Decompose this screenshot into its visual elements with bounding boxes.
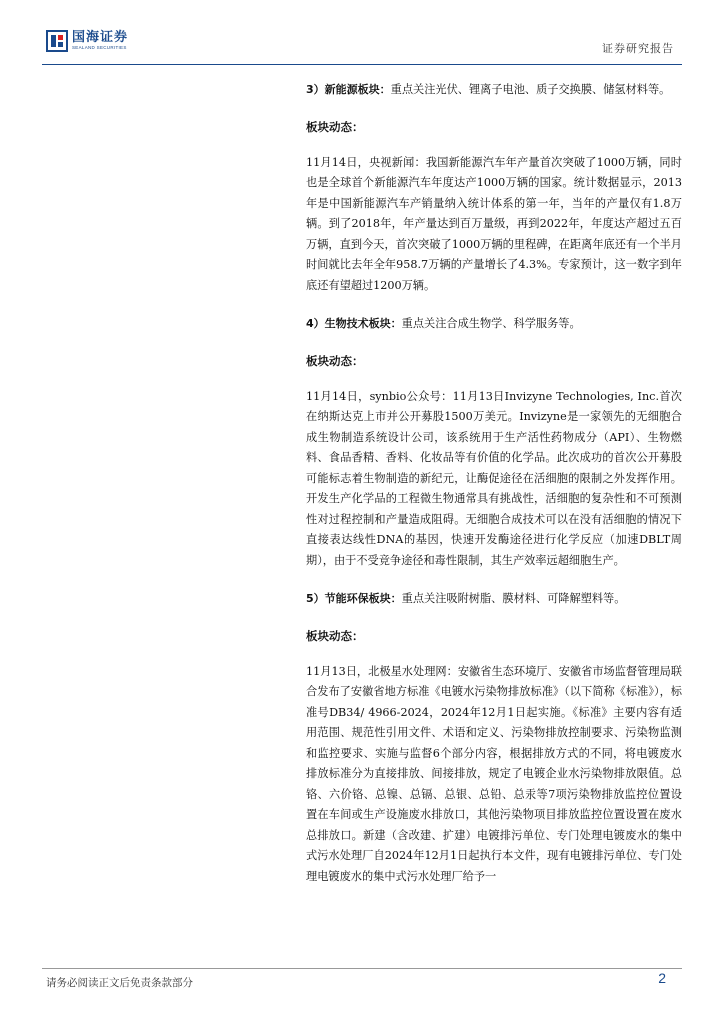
section-lead: 4）生物技术板块： [306, 317, 402, 330]
page-header [42, 26, 682, 64]
section-heading-environmental [306, 589, 682, 610]
dynamic-label: 板块动态： [306, 628, 364, 643]
section-lead-text: 重点关注合成生物学、科学服务等。 [401, 317, 581, 330]
company-logo [46, 30, 128, 52]
section-body-new-energy: 11月14日，央视新闻：我国新能源汽车年产量首次突破了1000万辆，同时也是全球首个新能源汽车年度达产1000万辆的国家。统计数据显示，2013年是中国新能源汽车产销量纳入统计体系的第一年，当年的产量仅有1.8万辆。到了2018年，年产量达到百万量级，再到2022年，年度达产超过五百万辆，直到今天，首次突破了1000万辆的里程碑，在距离年底还有一个半月时间就比去年全年958.7万辆的产量增长了4.3%。专家预计，这一数字到年底还有望超过1200万辆。 [306, 155, 682, 292]
dynamic-label: 板块动态： [306, 119, 364, 134]
section-heading-biotech [306, 314, 682, 335]
section-lead: 3）新能源板块： [306, 83, 391, 96]
main-content [306, 80, 682, 887]
section-lead-text: 重点关注光伏、锂离子电池、质子交换膜、储氢材料等。 [390, 83, 671, 96]
logo-chinese-name: 国海证券 [72, 30, 129, 46]
header-divider [42, 64, 682, 65]
section-heading-new-energy [306, 80, 682, 101]
disclaimer-note: 请务必阅读正文后免责条款部分 [46, 977, 193, 989]
sealand-logo-icon [46, 30, 68, 52]
footer-divider [42, 968, 682, 969]
section-body-biotech: 11月14日，synbio公众号：11月13日Invizyne Technologies, Inc.首次在纳斯达克上市并公开募股1500万美元。Invizyne是一家领先的无细胞合成生物制造系统设计公司，该系统用于生产活性药物成分（API）、生物燃料、食品香精、香料、化妆品等有价值的化学品。此次成功的首次公开募股可能标志着生物制造的新纪元，让酶促途径在活细胞的限制之外发挥作用。开发生产化学品的工程微生物通常具有挑战性，活细胞的复杂性和不可预测性对过程控制和产量造成阻碍。无细胞合成技术可以在没有活细胞的情况下直接表达线性DNA的基因，快速开发酶途径进行化学反应（加速DBLT周期），由于不受竞争途径和毒性限制，其生产效率远超细胞生产。 [306, 389, 682, 567]
section-lead-text: 重点关注吸附树脂、膜材料、可降解塑料等。 [401, 592, 626, 605]
section-body-environmental: 11月13日，北极星水处理网：安徽省生态环境厅、安徽省市场监督管理局联合发布了安徽省地方标准《电镀水污染物排放标准》（以下简称《标准》），标准号DB34/ 4966-2024，2024年12月1日起实施。《标准》主要内容有适用范围、规范性引用文件、术语和定义、污染物排放控制要求、污染物监测和监控要求、实施与监督6个部分内容，根据排放方式的不同，将电镀废水排放标准分为直接排放、间接排放，规定了电镀企业水污染物排放限值。总铬、六价铬、总镍、总镉、总银、总铅、总汞等7项污染物排放监控位置设置在车间或生产设施废水排放口，其他污染物项目排放监控位置设置在废水总排放口。新建（含改建、扩建）电镀排污单位、专门处理电镀废水的集中式污水处理厂自2024年12月1日起执行本文件，现有电镀排污单位、专门处理电镀废水的集中式污水处理厂给予一 [306, 664, 682, 883]
dynamic-label: 板块动态： [306, 353, 364, 368]
section-lead: 5）节能环保板块： [306, 592, 402, 605]
logo-english-name: SEALAND SECURITIES [72, 45, 127, 51]
report-type-label: 证券研究报告 [602, 42, 674, 55]
page-number: 2 [658, 970, 666, 986]
